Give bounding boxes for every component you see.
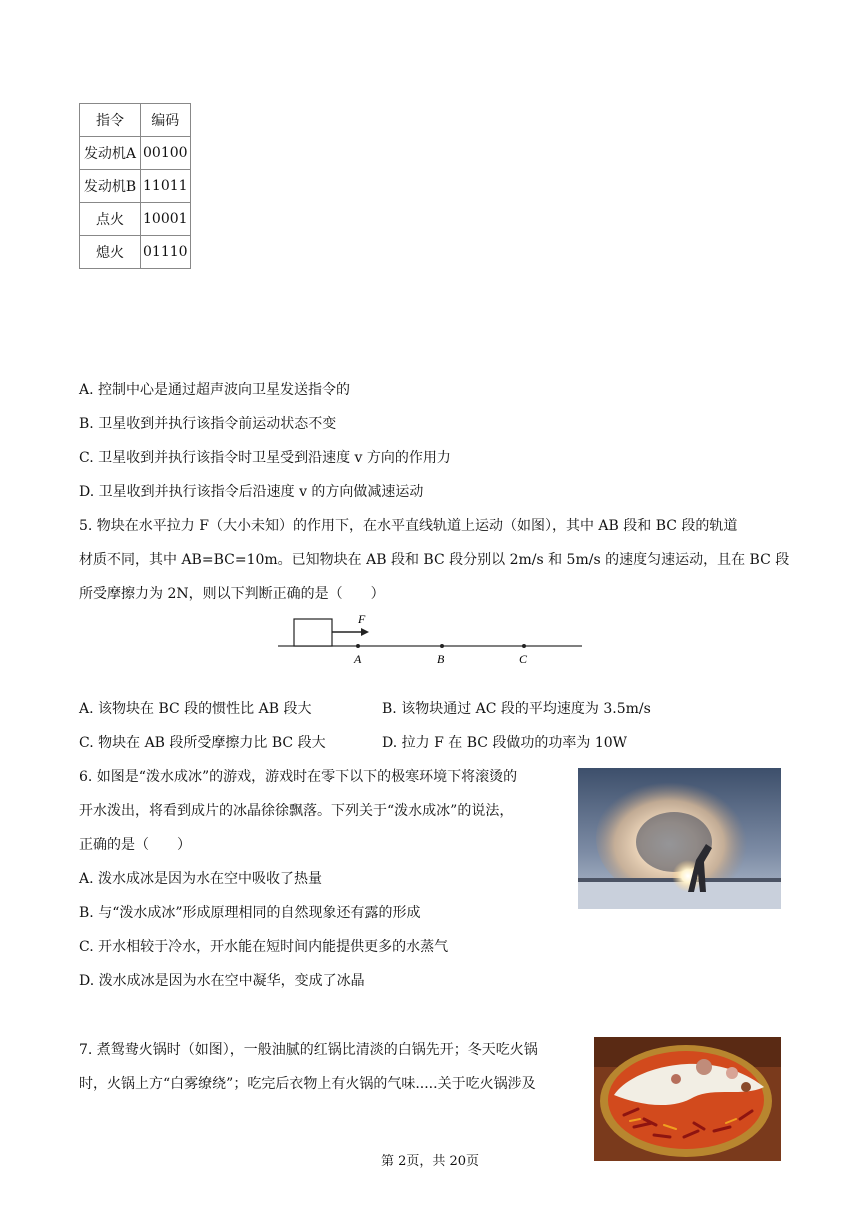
table-cell: 11011 bbox=[141, 170, 191, 203]
q6-option-b: B. 与“泼水成冰”形成原理相同的自然现象还有露的形成 bbox=[79, 905, 421, 921]
q5-stem-line-2: 材质不同，其中 AB=BC=10m。已知物块在 AB 段和 BC 段分别以 2m/s 和 5m/s 的速度匀速运动，且在 BC 段 bbox=[79, 552, 790, 568]
table-cell: 00100 bbox=[141, 137, 191, 170]
q7-stem-line-2: 时，火锅上方“白雾缭绕”；吃完后衣物上有火锅的气味.....关于吃火锅涉及 bbox=[79, 1076, 536, 1092]
point-c-label: C bbox=[519, 652, 528, 666]
hotpot-photo bbox=[594, 1037, 781, 1161]
point-a-label: A bbox=[354, 652, 362, 666]
q6-stem-line-2: 开水泼出，将看到成片的冰晶徐徐飘落。下列关于“泼水成冰”的说法， bbox=[79, 803, 514, 819]
point-c bbox=[522, 644, 526, 648]
table-row bbox=[80, 170, 191, 203]
hotpot-illustration bbox=[594, 1037, 781, 1161]
table-cell: 点火 bbox=[80, 203, 141, 236]
q5-option-c: C. 物块在 AB 段所受摩擦力比 BC 段大 bbox=[79, 735, 326, 751]
table-row bbox=[80, 236, 191, 269]
q6-stem-line-3: 正确的是（ ） bbox=[79, 837, 191, 853]
q7-stem-line-1: 7. 煮鸳鸯火锅时（如图），一般油腻的红锅比清淡的白锅先开；冬天吃火锅 bbox=[79, 1042, 538, 1058]
table-header-cell: 指令 bbox=[80, 104, 141, 137]
point-b bbox=[440, 644, 444, 648]
point-a bbox=[356, 644, 360, 648]
q5-stem-line-1: 5. 物块在水平拉力 F（大小未知）的作用下，在水平直线轨道上运动（如图），其中 AB 段和 BC 段的轨道 bbox=[79, 518, 738, 534]
force-label: F bbox=[358, 612, 366, 626]
water-to-ice-illustration bbox=[578, 768, 781, 909]
table-header-row bbox=[80, 104, 191, 137]
table-row bbox=[80, 203, 191, 236]
q4-option-b: B. 卫星收到并执行该指令前运动状态不变 bbox=[79, 416, 337, 432]
force-arrowhead bbox=[361, 628, 369, 636]
q6-option-d: D. 泼水成冰是因为水在空中凝华，变成了冰晶 bbox=[79, 973, 365, 989]
q6-option-a: A. 泼水成冰是因为水在空中吸收了热量 bbox=[79, 871, 323, 887]
table-cell: 发动机B bbox=[80, 170, 141, 203]
table-cell: 熄火 bbox=[80, 236, 141, 269]
table-cell: 10001 bbox=[141, 203, 191, 236]
q5-track-figure bbox=[270, 610, 590, 670]
command-table bbox=[79, 103, 191, 269]
block bbox=[294, 619, 332, 646]
point-b-label: B bbox=[437, 652, 445, 666]
page-footer: 第 2页，共 20页 bbox=[380, 1154, 480, 1169]
q5-option-d: D. 拉力 F 在 BC 段做功的功率为 10W bbox=[382, 735, 628, 751]
q5-stem-line-3: 所受摩擦力为 2N，则以下判断正确的是（ ） bbox=[79, 586, 385, 602]
q4-option-d: D. 卫星收到并执行该指令后沿速度 v 的方向做减速运动 bbox=[79, 484, 424, 500]
q5-option-a: A. 该物块在 BC 段的惯性比 AB 段大 bbox=[79, 701, 312, 717]
q6-option-c: C. 开水相较于冷水，开水能在短时间内能提供更多的水蒸气 bbox=[79, 939, 449, 955]
q5-option-b: B. 该物块通过 AC 段的平均速度为 3.5m/s bbox=[382, 701, 651, 717]
water-to-ice-photo bbox=[578, 768, 781, 909]
table-cell: 发动机A bbox=[80, 137, 141, 170]
table-row bbox=[80, 137, 191, 170]
table-header-cell: 编码 bbox=[141, 104, 191, 137]
q4-option-a: A. 控制中心是通过超声波向卫星发送指令的 bbox=[79, 382, 351, 398]
q4-option-c: C. 卫星收到并执行该指令时卫星受到沿速度 v 方向的作用力 bbox=[79, 450, 451, 466]
q6-stem-line-1: 6. 如图是“泼水成冰”的游戏，游戏时在零下以下的极寒环境下将滚烫的 bbox=[79, 769, 518, 785]
table-cell: 01110 bbox=[141, 236, 191, 269]
